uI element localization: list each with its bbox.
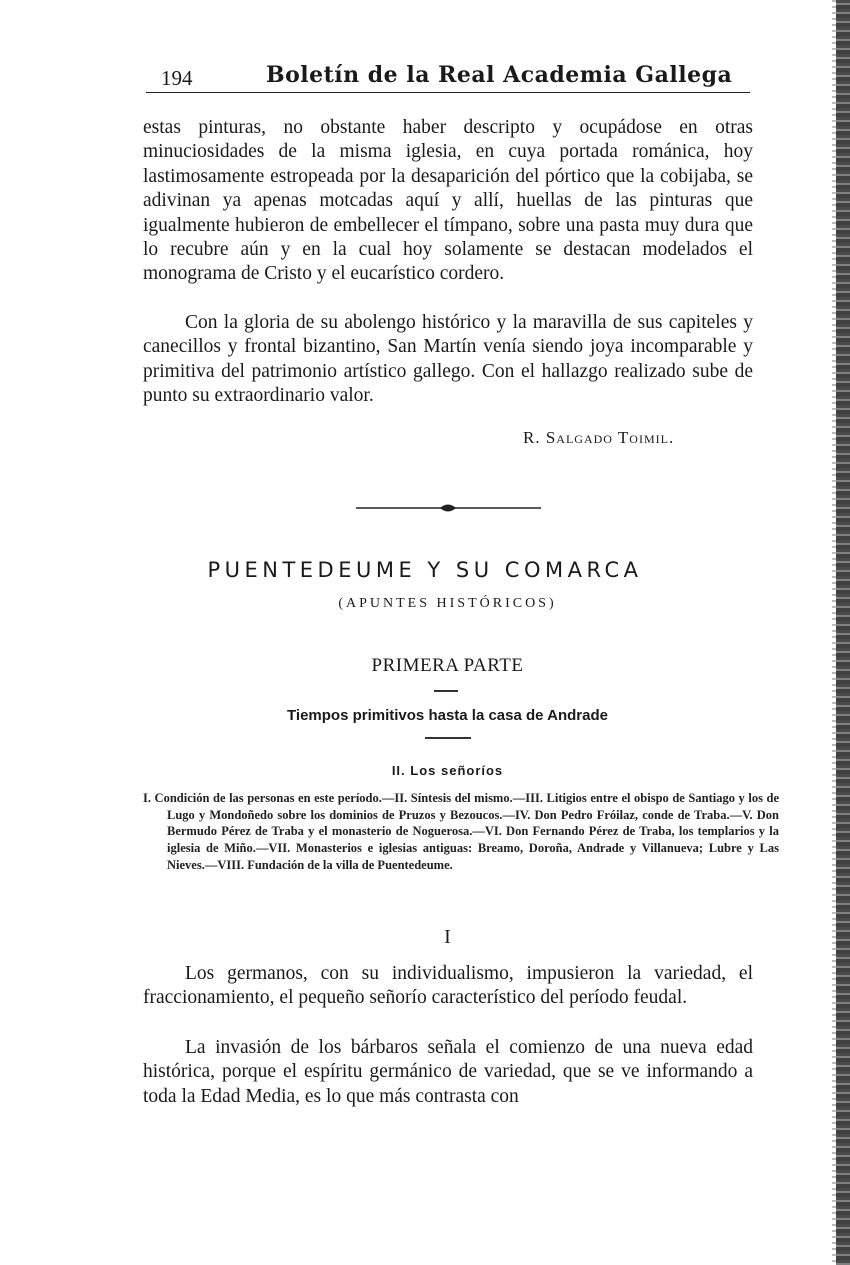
- author-signature: R. Salgado Toimil.: [523, 428, 675, 447]
- part-title: PRIMERA PARTE: [371, 655, 524, 676]
- article-subtitle: (APUNTES HISTÓRICOS): [338, 596, 557, 611]
- running-title: Boletín de la Real Academia Gallega: [266, 62, 733, 88]
- book-binding-edge: [836, 0, 850, 1265]
- section-divider-ornament: [356, 498, 541, 516]
- body-paragraph-2: Con la gloria de su abolengo histórico y la maravilla de sus capiteles y canecillos y frontal bizantino, San Martín venía siendo joya incomparable y primitiva del patrimonio artístico gallego. Con el hallazgo realizado sube de punto su extraordinario valor.: [143, 312, 753, 407]
- section-heading: Tiempos primitivos hasta la casa de Andrade: [287, 707, 608, 724]
- body-paragraph-1: estas pinturas, no obstante haber descripto y ocupádose en otras minuciosidades de la misma iglesia, en cuya portada románica, hoy lastimosamente estropeada por la desaparición del pórtico que la cobijaba, se adivinan ya apenas motcadas aquí y allí, huellas de las pinturas que igualmente hubieron de embellecer el tímpano, sobre una pasta muy dura que lo recubre aún y en la cual hoy solamente se destacan modelados el monograma de Cristo y el eucarístico cordero.: [143, 117, 753, 285]
- page-header: [146, 62, 750, 93]
- page-number: 194: [161, 66, 193, 90]
- body-paragraph-4: La invasión de los bárbaros señala el comienzo de una nueva edad histórica, porque el espíritu germánico de variedad, que se ve informando a toda la Edad Media, es lo que más contrasta con: [143, 1037, 753, 1107]
- section-heading-rule: [425, 737, 471, 739]
- part-title-rule: [434, 690, 458, 692]
- article-title: PUENTEDEUME Y SU COMARCA: [207, 558, 643, 582]
- chapter-number: I: [444, 926, 451, 948]
- body-paragraph-3: Los germanos, con su individualismo, impusieron la variedad, el fraccionamiento, el pequeño señorío característico del período feudal.: [143, 963, 753, 1009]
- chapter-summary: I. Condición de las personas en este período.—II. Síntesis del mismo.—III. Litigios entre el obispo de Santiago y los de Lugo y Mondoñedo sobre los dominios de Pruzos y Bezoucos.—IV. Don Pedro Fróilaz, conde de Traba.—V. Don Bermudo Pérez de Traba y el monasterio de Noguerosa.—VI. Don Fernando Pérez de Traba, los templarios y la iglesia de Miño.—VII. Monasterios e iglesias antiguas: Breamo, Doroña, Andrade y Villanueva; Lubre y Las Nieves.—VIII. Fundación de la villa de Puentedeume.: [143, 791, 779, 872]
- subsection-heading: II. Los señoríos: [391, 763, 504, 778]
